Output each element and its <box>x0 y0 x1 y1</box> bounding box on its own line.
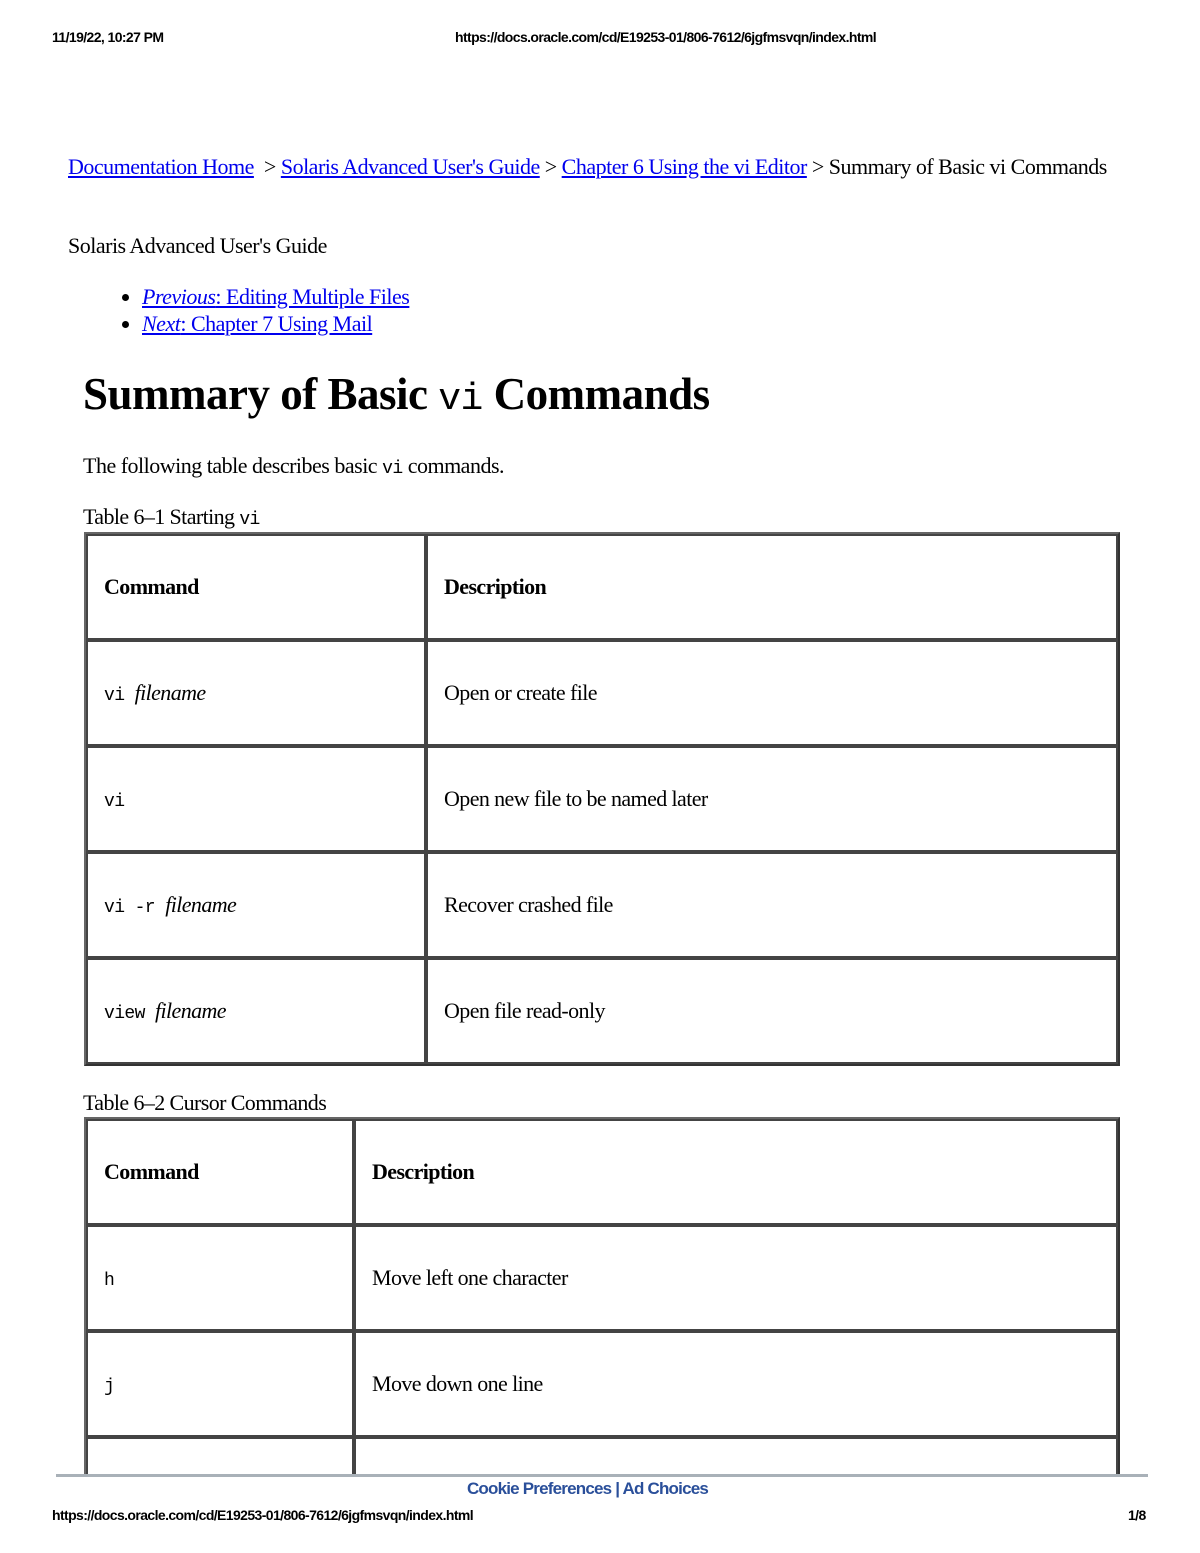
intro-prefix: The following table describes basic <box>83 453 383 478</box>
previous-title: : Editing Multiple Files <box>215 284 410 309</box>
previous-item <box>142 283 409 310</box>
header-description: Description <box>354 1119 1118 1225</box>
caption-code: vi <box>239 510 260 530</box>
breadcrumb-advanced-users-guide[interactable]: Solaris Advanced User's Guide <box>280 154 540 179</box>
description-cell: Open or create file <box>426 640 1118 746</box>
title-suffix: Commands <box>482 369 710 419</box>
print-page-number: 1/8 <box>1128 1507 1146 1523</box>
table-header-row <box>86 1119 1118 1225</box>
command-code: vi <box>104 686 135 706</box>
table-row <box>86 1437 1118 1476</box>
table-row <box>86 1225 1118 1331</box>
footer-separator: | <box>615 1479 620 1498</box>
caption-text: Table 6–2 Cursor Commands <box>83 1090 327 1115</box>
header-command: Command <box>86 1119 354 1225</box>
intro-code: vi <box>382 459 403 479</box>
title-prefix: Summary of Basic <box>83 369 439 419</box>
command-cell <box>86 852 426 958</box>
breadcrumb <box>68 153 1138 180</box>
header-description: Description <box>426 534 1118 640</box>
description-cell: Open new file to be named later <box>426 746 1118 852</box>
intro-paragraph <box>83 453 504 479</box>
table-2-clip <box>0 1117 1200 1476</box>
command-cell <box>86 746 426 852</box>
table-1-caption <box>83 504 260 530</box>
command-cell <box>86 1225 354 1331</box>
table-row <box>86 1331 1118 1437</box>
description-cell: Recover crashed file <box>426 852 1118 958</box>
command-code: j <box>104 1377 115 1397</box>
next-title: : Chapter 7 Using Mail <box>180 311 373 336</box>
table-row <box>86 746 1118 852</box>
table-row <box>86 852 1118 958</box>
breadcrumb-separator: > <box>811 154 824 179</box>
intro-suffix: commands. <box>402 453 505 478</box>
table-header-row <box>86 534 1118 640</box>
next-link[interactable] <box>142 311 372 336</box>
guide-title: Solaris Advanced User's Guide <box>68 233 327 258</box>
command-code: vi -r <box>104 898 166 918</box>
command-cell <box>86 640 426 746</box>
previous-link[interactable] <box>142 284 409 309</box>
page-nav <box>102 283 409 337</box>
page-title <box>83 368 710 421</box>
print-datetime: 11/19/22, 10:27 PM <box>52 29 164 45</box>
ad-choices-link[interactable]: Ad Choices <box>622 1479 709 1498</box>
description-cell: Move left one character <box>354 1225 1118 1331</box>
site-footer <box>0 1479 1175 1499</box>
title-code: vi <box>438 378 483 421</box>
previous-label: Previous <box>142 284 216 309</box>
breadcrumb-current: Summary of Basic vi Commands <box>828 154 1107 179</box>
description-cell: Open file read-only <box>426 958 1118 1064</box>
command-arg: filename <box>134 680 206 705</box>
table-2-caption <box>83 1090 326 1116</box>
description-cell <box>354 1437 1118 1476</box>
breadcrumb-documentation-home[interactable]: Documentation Home <box>68 154 254 179</box>
command-cell <box>86 1437 354 1476</box>
caption-text: Table 6–1 Starting <box>83 504 240 529</box>
command-cell <box>86 1331 354 1437</box>
print-url: https://docs.oracle.com/cd/E19253-01/806-7612/6jgfmsvqn/index.html <box>455 29 877 45</box>
breadcrumb-chapter-6[interactable]: Chapter 6 Using the vi Editor <box>561 154 807 179</box>
header-command: Command <box>86 534 426 640</box>
command-arg: filename <box>155 998 226 1023</box>
cursor-commands-table <box>84 1117 1120 1476</box>
breadcrumb-separator: > <box>263 154 276 179</box>
print-footer-url: https://docs.oracle.com/cd/E19253-01/806-7612/6jgfmsvqn/index.html <box>52 1507 474 1523</box>
table-row <box>86 640 1118 746</box>
breadcrumb-separator: > <box>544 154 557 179</box>
command-arg: filename <box>165 892 237 917</box>
cookie-preferences-link[interactable]: Cookie Preferences <box>466 1479 612 1498</box>
starting-vi-table <box>84 532 1120 1066</box>
footer-divider <box>56 1474 1148 1477</box>
description-cell: Move down one line <box>354 1331 1118 1437</box>
table-row <box>86 958 1118 1064</box>
command-code: vi <box>104 792 125 812</box>
command-code: view <box>104 1004 156 1024</box>
command-cell <box>86 958 426 1064</box>
next-label: Next <box>142 311 181 336</box>
command-code: h <box>104 1271 115 1291</box>
next-item <box>142 310 409 337</box>
